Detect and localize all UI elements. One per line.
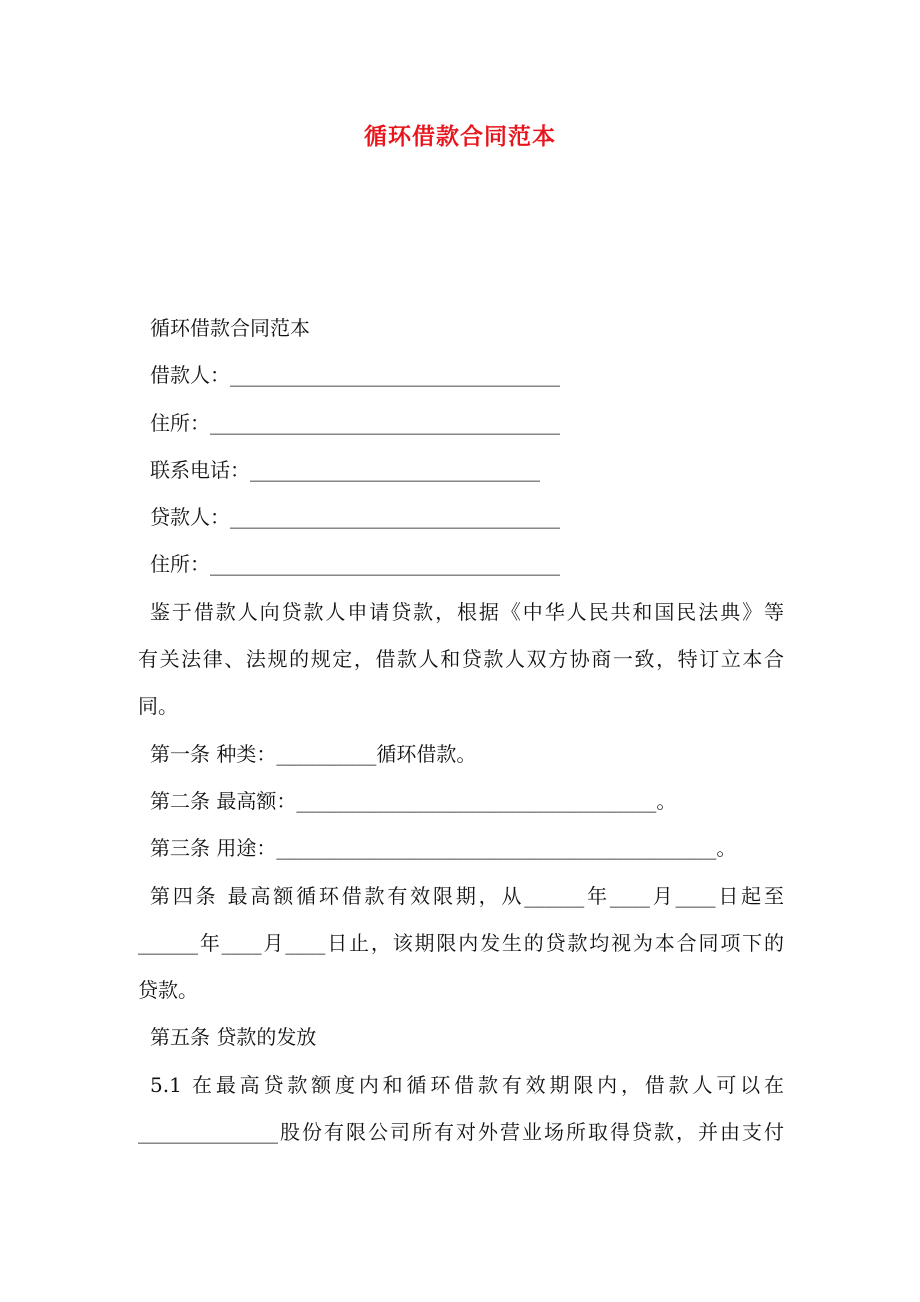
contract-heading: 循环借款合同范本 bbox=[150, 316, 310, 340]
article-5-heading: 第五条 贷款的发放 bbox=[150, 1025, 317, 1050]
clause-5-1-line-2: ______________股份有限公司所有对外营业场所取得贷款，并由支付 bbox=[138, 1120, 784, 1145]
contract-body bbox=[138, 305, 784, 1156]
article-4-line-1: 第四条 最高额循环借款有效限期，从______年____月____日起至 bbox=[150, 883, 784, 908]
preamble-line-2: 有关法律、法规的规定，借款人和贷款人双方协商一致，特订立本合 bbox=[138, 647, 784, 672]
clause-5-1-line-1: 5.1 在最高贷款额度内和循环借款有效期限内，借款人可以在 bbox=[150, 1072, 784, 1097]
article-4-line-2: ______年____月____日止，该期限内发生的贷款均视为本合同项下的 bbox=[138, 930, 784, 955]
article-3: 第三条 用途：____________________________________________。 bbox=[150, 836, 737, 861]
borrower-field: 借款人：_________________________________ bbox=[150, 363, 560, 388]
article-2: 第二条 最高额：____________________________________。 bbox=[150, 788, 677, 813]
contact-phone-field: 联系电话：_____________________________ bbox=[150, 457, 540, 482]
page-title: 循环借款合同范本 bbox=[364, 124, 556, 150]
borrower-address-field: 住所：___________________________________ bbox=[150, 410, 560, 435]
lender-field: 贷款人：_________________________________ bbox=[150, 505, 560, 530]
preamble-line-1: 鉴于借款人向贷款人申请贷款，根据《中华人民共和国民法典》等 bbox=[150, 599, 784, 624]
article-4-line-3: 贷款。 bbox=[138, 978, 198, 1003]
preamble-line-3: 同。 bbox=[138, 694, 178, 719]
article-1: 第一条 种类：__________循环借款。 bbox=[150, 741, 477, 766]
lender-address-field: 住所：___________________________________ bbox=[150, 552, 560, 577]
